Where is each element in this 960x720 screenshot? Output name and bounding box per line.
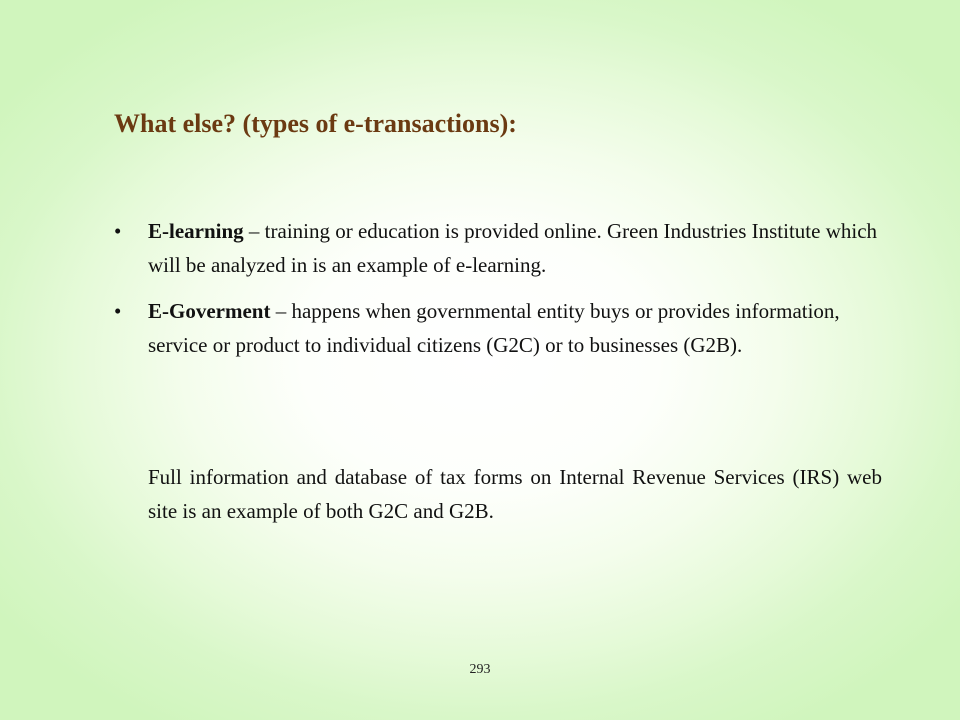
bullet-term: E-learning [148, 219, 244, 243]
page-number: 293 [469, 662, 491, 677]
bullet-list [114, 214, 882, 374]
bullet-term: E-Goverment [148, 299, 271, 323]
bullet-icon: • [114, 299, 122, 323]
bullet-item-e-government [114, 294, 882, 362]
slide-title: What else? (types of e-transactions): [114, 109, 517, 138]
example-paragraph: Full information and database of tax forms on Internal Revenue Services (IRS) web site is an example of both G2C and G2B. [148, 465, 882, 523]
bullet-text: – happens when governmental entity buys or provides information, service or product to individual citizens (G2C) or to businesses (G2B). [148, 299, 840, 357]
bullet-icon: • [114, 219, 122, 243]
bullet-item-e-learning [114, 214, 882, 282]
bullet-text: – training or education is provided online. Green Industries Institute which will be analyzed in is an example of e-learning. [148, 219, 878, 277]
